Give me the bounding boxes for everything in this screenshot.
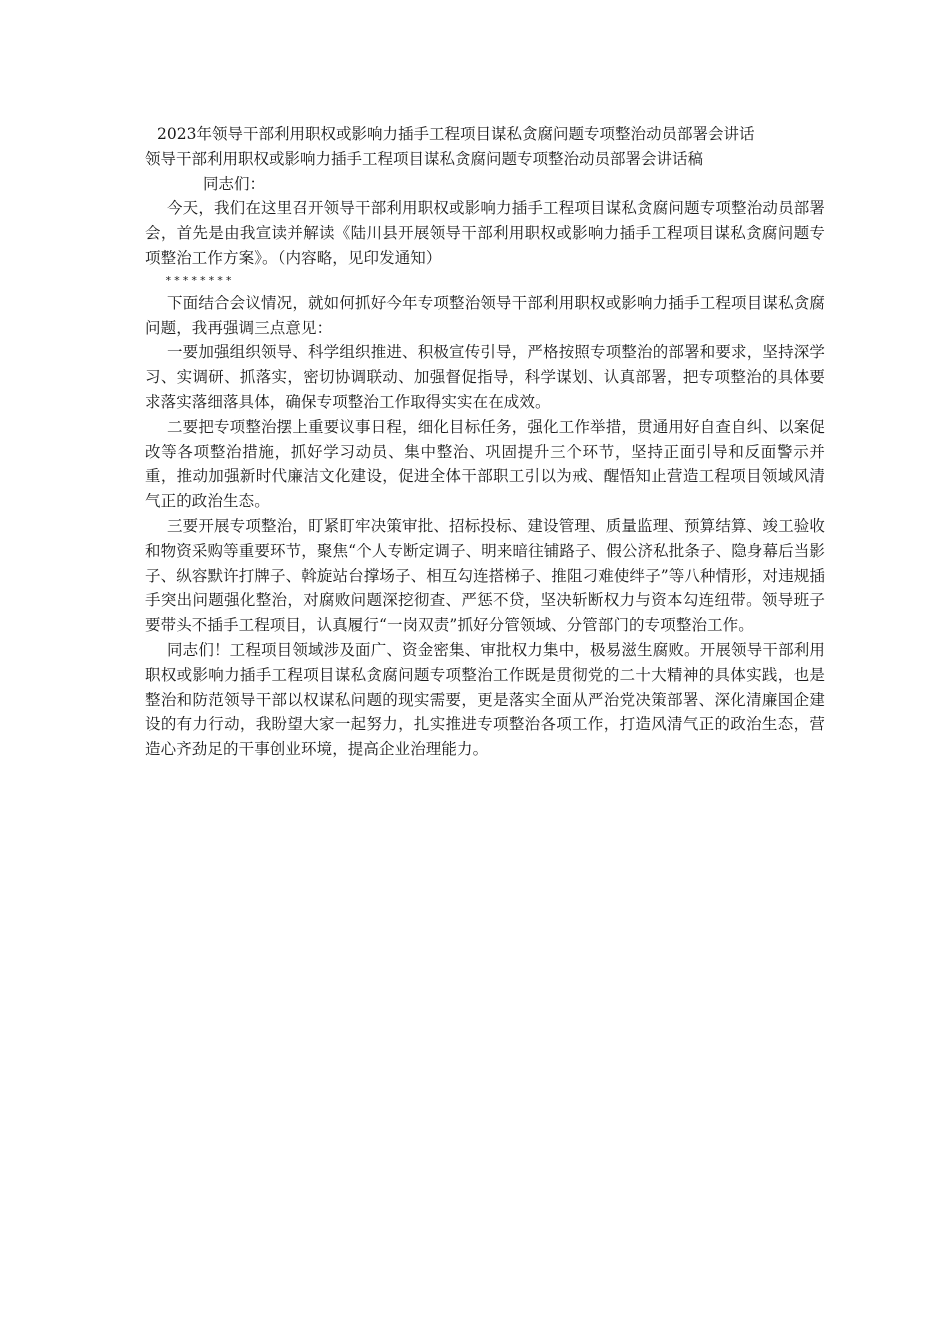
document-subtitle: 领导干部利用职权或影响力插手工程项目谋私贪腐问题专项整治动员部署会讲话稿 (145, 149, 704, 168)
paragraph-closing: 同志们！工程项目领域涉及面广、资金密集、审批权力集中，极易滋生腐败。开展领导干部利用职权或影响力插手工程项目谋私贪腐问题专项整治工作既是贯彻党的二十大精神的具体实践，也是整治和防范领导干部以权谋私问题的现实需要，更是落实全面从严治党决策部署、深化清廉国企建设的有力行动，我盼望大家一起努力，扎实推进专项整治各项工作，打造风清气正的政治生态，营造心齐劲足的干事创业环境，提高企业治理能力。 (145, 640, 825, 759)
paragraph-point-one: 一要加强组织领导、科学组织推进、积极宣传引导，严格按照专项整治的部署和要求，坚持深学习、实调研、抓落实，密切协调联动、加强督促指导，科学谋划、认真部署，把专项整治的具体要求落实落细落具体，确保专项整治工作取得实实在在成效。 (145, 343, 825, 411)
separator: ******** (165, 273, 234, 287)
document-body (145, 122, 825, 762)
paragraph-intro: 下面结合会议情况，就如何抓好今年专项整治领导干部利用职权或影响力插手工程项目谋私贪腐问题，我再强调三点意见： (145, 293, 825, 337)
document-title: 2023年领导干部利用职权或影响力插手工程项目谋私贪腐问题专项整治动员部署会讲话 (157, 125, 755, 143)
greeting: 同志们： (203, 174, 266, 193)
paragraph-opening: 今天，我们在这里召开领导干部利用职权或影响力插手工程项目谋私贪腐问题专项整治动员部署会，首先是由我宣读并解读《陆川县开展领导干部利用职权或影响力插手工程项目谋私贪腐问题专项整治工作方案》。（内容略，见印发通知） (145, 199, 825, 267)
paragraph-point-two: 二要把专项整治摆上重要议事日程，细化目标任务，强化工作举措，贯通用好自查自纠、以案促改等各项整治措施，抓好学习动员、集中整治、巩固提升三个环节，坚持正面引导和反面警示并重，推动加强新时代廉洁文化建设，促进全体干部职工引以为戒、醒悟知止营造工程项目领域风清气正的政治生态。 (145, 417, 825, 511)
paragraph-point-three: 三要开展专项整治，盯紧盯牢决策审批、招标投标、建设管理、质量监理、预算结算、竣工验收和物资采购等重要环节，聚焦“个人专断定调子、明来暗往铺路子、假公济私批条子、隐身幕后当影子、纵容默许打牌子、斡旋站台撑场子、相互勾连搭梯子、推阻刁难使绊子”等八种情形，对违规插手突出问题强化整治，对腐败问题深挖彻查、严惩不贷，坚决斩断权力与资本勾连纽带。领导班子要带头不插手工程项目，认真履行“一岗双责”抓好分管领域、分管部门的专项整治工作。 (145, 516, 825, 635)
